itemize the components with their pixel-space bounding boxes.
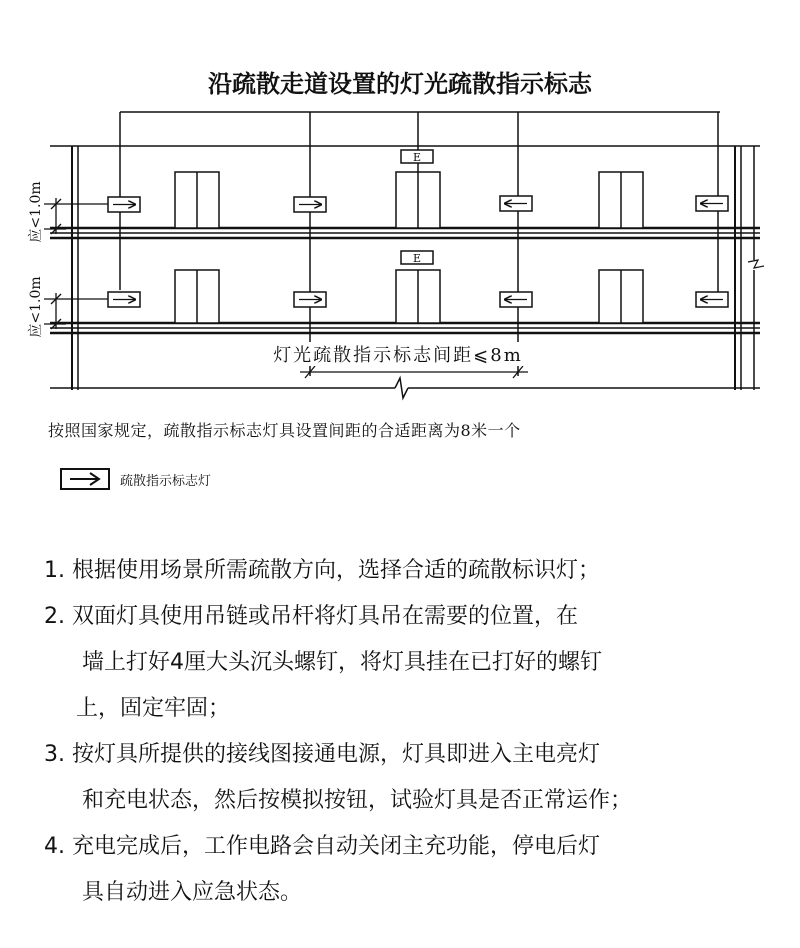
step-number: 2. xyxy=(44,604,65,629)
indicator-light-3 xyxy=(500,196,532,211)
exit-sign-lower-label: E xyxy=(412,252,422,265)
step-text: 上，固定牢固； xyxy=(76,696,231,721)
exit-sign-upper xyxy=(401,150,433,164)
legend xyxy=(60,468,211,490)
doors-upper xyxy=(175,172,643,228)
height-label-lower: 应<1.0m xyxy=(28,276,44,338)
indicator-light-2 xyxy=(294,197,326,212)
spacing-dimension xyxy=(300,366,528,378)
arrow-right-icon xyxy=(68,472,102,486)
height-label-upper: 应<1.0m xyxy=(28,181,44,243)
legend-symbol xyxy=(60,468,110,490)
indicator-light-5 xyxy=(108,292,140,307)
step-text: 墙上打好4厘大头沉头螺钉，将灯具挂在已打好的螺钉 xyxy=(82,650,602,675)
step-2 xyxy=(44,594,784,732)
exit-sign-upper-label: E xyxy=(412,151,422,164)
step-1 xyxy=(44,548,784,594)
step-text: 按灯具所提供的接线图接通电源，灯具即进入主电亮灯 xyxy=(72,742,601,767)
exit-sign-lower xyxy=(401,251,433,265)
ground-line xyxy=(50,378,760,398)
step-3 xyxy=(44,732,784,824)
step-text: 和充电状态，然后按模拟按钮，试验灯具是否正常运作； xyxy=(82,788,633,813)
indicator-light-8 xyxy=(696,292,728,307)
diagram-title: 沿疏散走道设置的灯光疏散指示标志 xyxy=(208,69,592,98)
step-text: 具自动进入应急状态。 xyxy=(82,880,303,905)
step-4 xyxy=(44,824,784,916)
doors-lower xyxy=(175,270,643,323)
legend-label: 疏散指示标志灯 xyxy=(120,473,212,489)
floor-slab-upper xyxy=(50,228,760,238)
step-number: 3. xyxy=(44,742,65,767)
spacing-label: 灯光疏散指示标志间距⩽8m xyxy=(273,345,523,366)
step-number: 1. xyxy=(44,558,65,583)
step-text: 双面灯具使用吊链或吊杆将灯具吊在需要的位置，在 xyxy=(72,604,579,629)
floor-slab-lower xyxy=(50,323,760,333)
regulation-note: 按照国家规定，疏散指示标志灯具设置间距的合适距离为8米一个 xyxy=(48,421,521,440)
step-text: 充电完成后，工作电路会自动关闭主充功能，停电后灯 xyxy=(72,834,601,859)
indicator-light-7 xyxy=(500,292,532,307)
installation-steps xyxy=(44,548,784,916)
evacuation-diagram xyxy=(0,0,800,410)
step-number: 4. xyxy=(44,834,65,859)
indicator-light-1 xyxy=(108,197,140,212)
step-text: 根据使用场景所需疏散方向，选择合适的疏散标识灯； xyxy=(72,558,601,583)
indicator-light-4 xyxy=(696,196,728,211)
indicator-light-6 xyxy=(294,292,326,307)
